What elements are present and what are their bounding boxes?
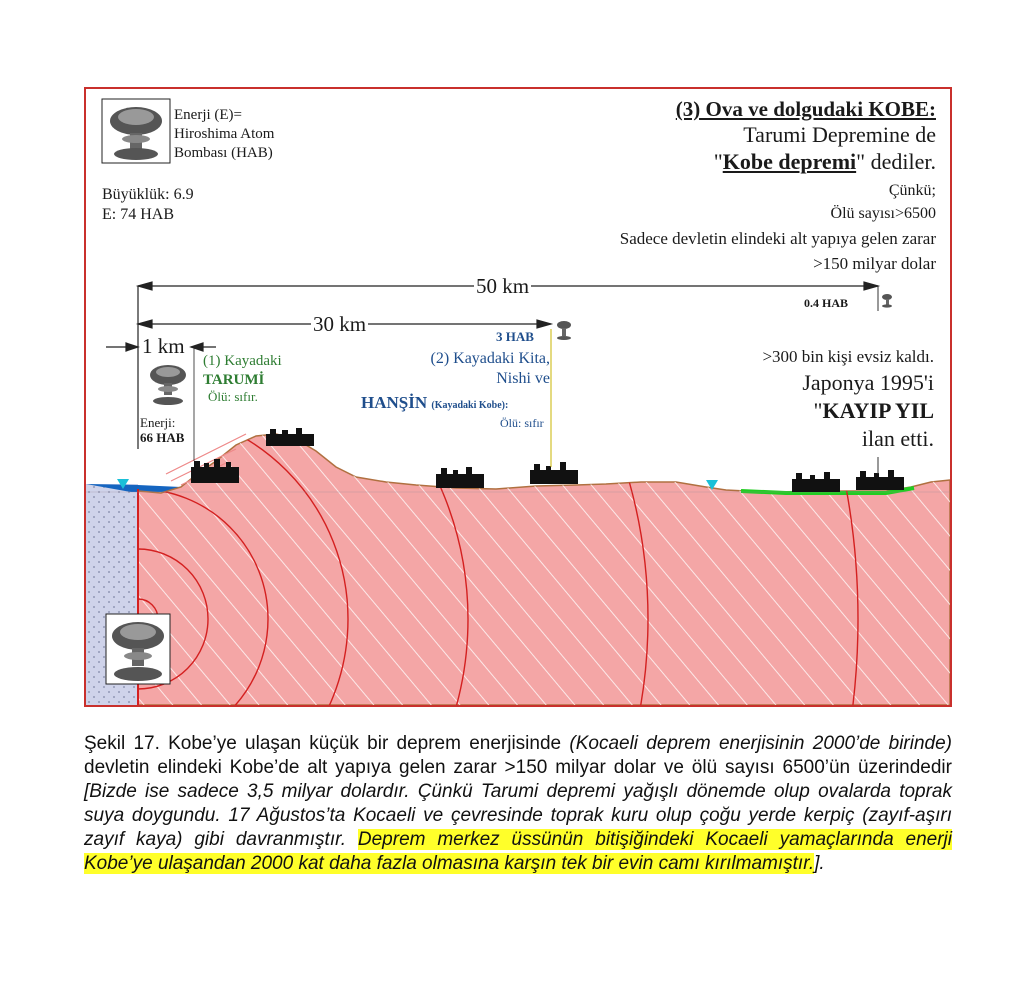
caption-part6: ]. <box>814 853 825 874</box>
caption-part1: Şekil 17. Kobe’ye ulaşan küçük bir deprem enerjisinde <box>84 733 570 754</box>
legend-energy-line3: Bombası (HAB) <box>174 145 273 161</box>
building-hanshin <box>530 462 578 484</box>
hanshin-energy: 3 HAB <box>496 329 534 344</box>
mushroom-cloud-icon-hypocenter <box>106 614 170 684</box>
japan-line1: >300 bin kişi evsiz kaldı. <box>762 347 934 366</box>
tarumi-title: (1) Kayadaki <box>203 353 282 369</box>
hanshin-name-text: HANŞİN <box>361 393 428 412</box>
kobe-line6: >150 milyar dolar <box>813 254 936 273</box>
kobe-title <box>676 98 936 121</box>
mushroom-cloud-icon-epicenter-surface <box>150 365 186 405</box>
building-hill <box>266 428 314 446</box>
hanshin-line2: Nishi ve <box>496 370 550 387</box>
caption-part2: (Kocaeli deprem enerjisinin 2000’de birinde) <box>569 733 952 754</box>
japan-line3 <box>814 399 934 423</box>
kobe-earthquake-diagram <box>84 87 952 707</box>
caption-part3: devletin elindeki Kobe’de alt yapıya gelen zarar >150 milyar dolar ve ölü sayısı 6500’ün üzerindedir <box>84 757 952 778</box>
hanshin-line1: (2) Kayadaki Kita, <box>430 350 550 367</box>
caption-part4: [Bizde ise sadece 3,5 milyar dolardır. Çünkü Tarumi depremi yağışlı dönemde olup ovalarda toprak suya doygundu. 17 Ağustos’ta Kocaeli ve çevresinde toprak kuru olup çoğu yerde kerpiç (zayıf-aşırı zayıf kaya) gibi davranmıştır. <box>84 781 952 850</box>
legend-energy-line2: Hiroshima Atom <box>174 126 275 142</box>
kobe-line3: Çünkü; <box>888 182 936 199</box>
kobe-line4: Ölü sayısı>6500 <box>830 205 936 222</box>
japan-line3-bold: KAYIP YIL <box>822 398 934 423</box>
legend-energy-title: Enerji (E)= <box>174 107 243 123</box>
kobe-energy-label: 0.4 HAB <box>804 296 849 310</box>
kobe-line2-rest: " dediler. <box>856 149 936 174</box>
caption-highlight: Deprem merkez üssünün bitişiğindeki Kocaeli yamaçlarında enerji Kobe’ye ulaşandan 2000 kat daha fazla olmasına karşın tek bir evin camı kırılmamıştır. <box>84 829 952 874</box>
hanshin-deaths: Ölü: sıfır <box>500 416 544 430</box>
kobe-line2-bold: Kobe depremi <box>722 149 857 174</box>
mushroom-cloud-icon-kobe <box>882 294 892 308</box>
kobe-line2 <box>714 150 936 174</box>
legend-magnitude: Büyüklük: 6.9 <box>102 186 194 203</box>
legend-energy-value: E: 74 HAB <box>102 206 174 223</box>
epicenter-energy-value: 66 HAB <box>140 430 185 445</box>
japan-line2: Japonya 1995'i <box>802 370 934 395</box>
distance-50km-label: 50 km <box>476 274 530 298</box>
mushroom-cloud-icon-legend <box>102 99 170 163</box>
hanshin-name <box>361 394 508 413</box>
hanshin-name-note: (Kayadaki Kobe): <box>431 400 509 411</box>
tarumi-name: TARUMİ <box>203 372 265 388</box>
kobe-title-text: (3) Ova ve dolgudaki KOBE: <box>675 97 936 121</box>
mushroom-cloud-icon-hanshin <box>557 321 571 340</box>
figure-caption <box>84 732 952 876</box>
distance-30km-label: 30 km <box>313 312 367 336</box>
kobe-line5: Sadece devletin elindeki alt yapıya gelen zarar <box>619 229 936 248</box>
tarumi-deaths: Ölü: sıfır. <box>208 389 258 404</box>
japan-line4: ilan etti. <box>861 426 934 451</box>
kobe-line1: Tarumi Depremine de <box>743 122 936 147</box>
distance-1km-label: 1 km <box>142 334 185 358</box>
building-kobe-2 <box>856 470 904 490</box>
building-kobe-1 <box>792 472 840 492</box>
kobe-line2-quote: " <box>713 149 723 174</box>
building-kita <box>436 467 484 488</box>
japan-line3-quote: " <box>813 398 823 423</box>
epicenter-energy-label: Enerji: <box>140 415 176 430</box>
